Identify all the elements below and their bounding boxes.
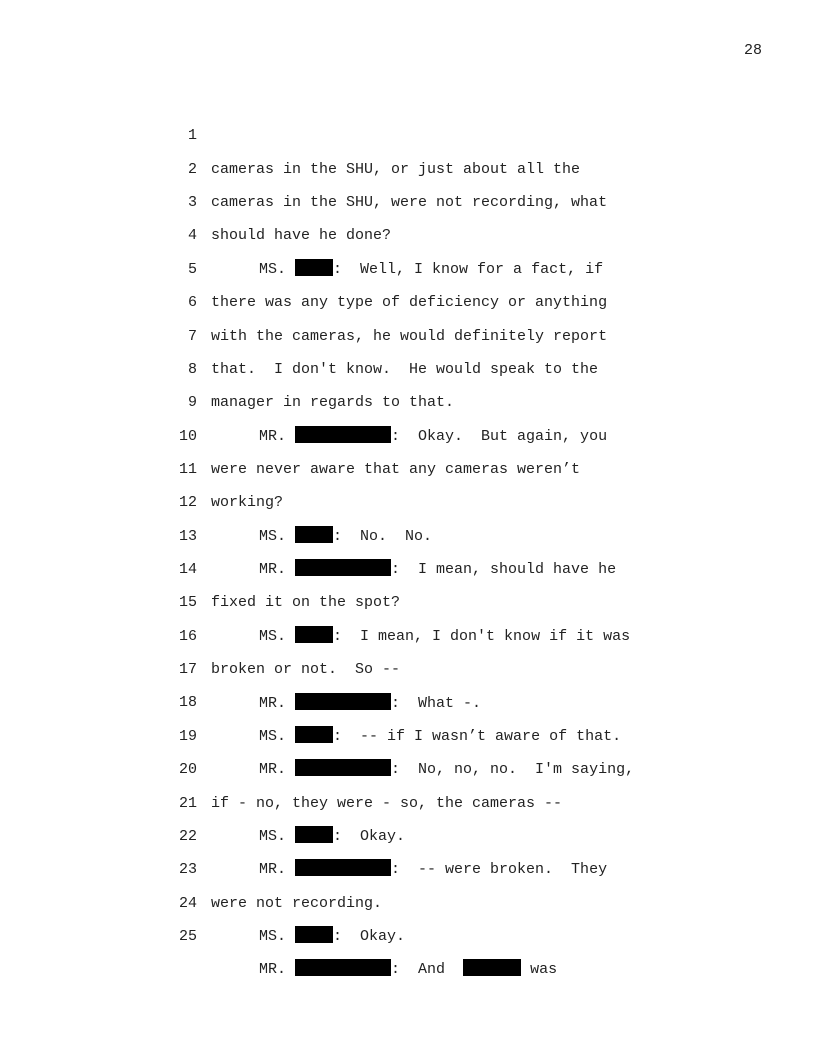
line-text-tail: was	[521, 961, 558, 979]
line-number: 7	[187, 327, 197, 345]
line-text: : Okay.	[333, 827, 406, 845]
line-text: cameras in the SHU, or just about all the	[211, 160, 581, 178]
speaker-title: MR.	[259, 761, 287, 779]
line-number: 14	[178, 561, 197, 579]
speaker-title: MS.	[259, 627, 287, 645]
line-number: 17	[178, 661, 197, 679]
line-text: : And	[391, 961, 446, 979]
redacted-name	[463, 959, 521, 976]
line-number: 3	[187, 194, 197, 212]
speaker-title: MR.	[259, 427, 287, 445]
transcript-line	[176, 86, 736, 178]
speaker-turn	[211, 953, 557, 986]
line-number: 6	[187, 294, 197, 312]
line-text: : -- were broken. They	[391, 861, 608, 879]
speaker-title: MS.	[259, 727, 287, 745]
line-number: 24	[178, 894, 197, 912]
line-text: : Okay.	[333, 928, 406, 946]
line-number: 23	[178, 861, 197, 879]
line-number: 2	[187, 160, 197, 178]
line-text: : I mean, I don't know if it was	[333, 627, 631, 645]
line-number: 20	[178, 761, 197, 779]
line-text: were never aware that any cameras weren’t	[211, 460, 581, 478]
line-text: there was any type of deficiency or anything	[211, 294, 608, 312]
line-text: : No, no, no. I'm saying,	[391, 761, 635, 779]
speaker-title: MS.	[259, 928, 287, 946]
speaker-turn	[211, 920, 405, 953]
line-number: 1	[187, 127, 197, 145]
line-number: 18	[178, 694, 197, 712]
line-text: if - no, they were - so, the cameras --	[211, 794, 563, 812]
line-number: 21	[178, 794, 197, 812]
line-number: 16	[178, 627, 197, 645]
line-text: with the cameras, he would definitely report	[211, 327, 608, 345]
speaker-title: MR.	[259, 694, 287, 712]
page-number: 28	[743, 42, 762, 59]
speaker-title: MS.	[259, 527, 287, 545]
line-number: 19	[178, 727, 197, 745]
redacted-speaker-name	[295, 926, 333, 943]
line-text: : I mean, should have he	[391, 561, 617, 579]
line-text: : Okay. But again, you	[391, 427, 608, 445]
line-number: 25	[178, 928, 197, 945]
speaker-title: MS.	[259, 827, 287, 845]
line-text: manager in regards to that.	[211, 394, 455, 412]
line-text: that. I don't know. He would speak to the	[211, 360, 599, 378]
line-number: 9	[187, 394, 197, 412]
line-number: 13	[178, 527, 197, 545]
line-text: cameras in the SHU, were not recording, what	[211, 194, 608, 212]
line-text: working?	[211, 494, 284, 512]
speaker-title: MR.	[259, 961, 287, 979]
line-text: fixed it on the spot?	[211, 594, 401, 612]
line-number: 15	[178, 594, 197, 612]
speaker-title: MR.	[259, 561, 287, 579]
line-number: 10	[178, 427, 197, 445]
line-number: 11	[178, 460, 197, 478]
speaker-title: MS.	[259, 260, 287, 278]
line-text: were not recording.	[211, 894, 383, 912]
line-text: : No. No.	[333, 527, 433, 545]
line-text: : What -.	[391, 694, 482, 712]
speaker-title: MR.	[259, 861, 287, 879]
line-text: should have he done?	[211, 227, 392, 245]
line-number: 5	[187, 260, 197, 278]
redacted-speaker-name	[295, 959, 391, 976]
line-text: : -- if I wasn’t aware of that.	[333, 727, 622, 745]
line-text: : Well, I know for a fact, if	[333, 260, 604, 278]
line-number: 12	[178, 494, 197, 512]
line-number: 4	[187, 227, 197, 245]
line-number: 8	[187, 360, 197, 378]
line-number: 22	[178, 827, 197, 845]
line-text: broken or not. So --	[211, 661, 401, 679]
transcript-body	[176, 86, 736, 979]
